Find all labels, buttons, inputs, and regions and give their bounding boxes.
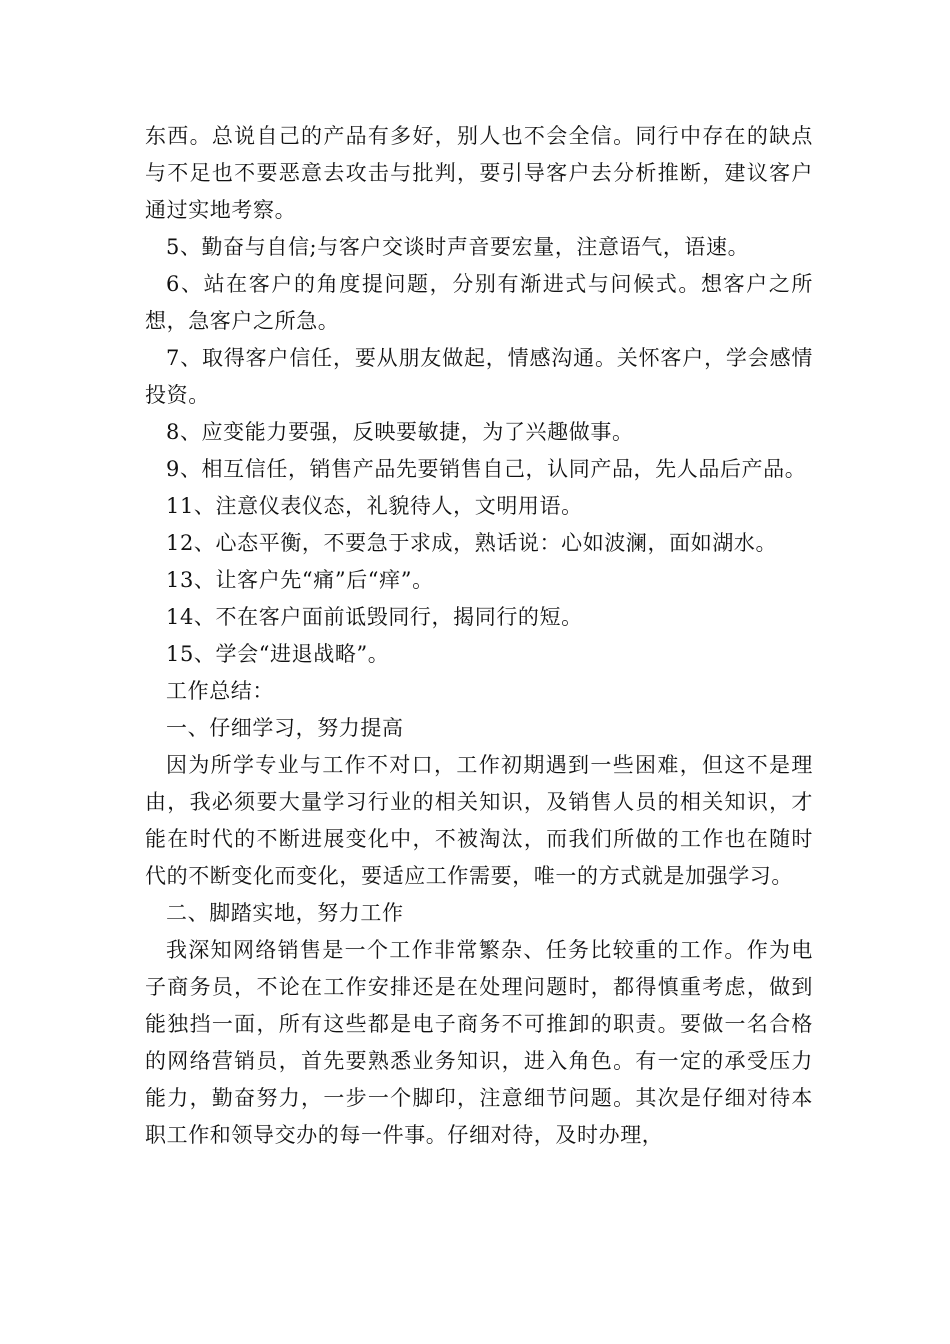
paragraph-study: 因为所学专业与工作不对口，工作初期遇到一些困难，但这不是理由，我必须要大量学习行业的相关知识，及销售人员的相关知识，才能在时代的不断进展变化中，不被淘汰，而我们所做的工作也在随时代的不断变化而变化，要适应工作需要，唯一的方式就是加强学习。 bbox=[145, 753, 813, 888]
list-item-9: 9、相互信任，销售产品先要销售自己，认同产品，先人品后产品。 bbox=[166, 457, 807, 481]
list-item-7: 7、取得客户信任，要从朋友做起，情感沟通。关怀客户，学会感情投资。 bbox=[145, 346, 813, 407]
subheading-study: 一、仔细学习，努力提高 bbox=[166, 716, 404, 740]
list-item-8: 8、应变能力要强，反映要敏捷，为了兴趣做事。 bbox=[166, 420, 634, 444]
list-item-14: 14、不在客户面前诋毁同行，揭同行的短。 bbox=[166, 605, 583, 629]
paragraph-continuation: 东西。总说自己的产品有多好，别人也不会全信。同行中存在的缺点与不足也不要恶意去攻击与批判，要引导客户去分析推断，建议客户通过实地考察。 bbox=[145, 124, 813, 222]
list-item-6: 6、站在客户的角度提问题，分别有渐进式与问候式。想客户之所想，急客户之所急。 bbox=[145, 272, 813, 333]
paragraph-work: 我深知网络销售是一个工作非常繁杂、任务比较重的工作。作为电子商务员，不论在工作安排还是在处理问题时，都得慎重考虑，做到能独挡一面，所有这些都是电子商务不可推卸的职责。要做一名合格的网络营销员，首先要熟悉业务知识，进入角色。有一定的承受压力能力，勤奋努力，一步一个脚印，注意细节问题。其次是仔细对待本职工作和领导交办的每一件事。仔细对待，及时办理， bbox=[145, 938, 813, 1147]
list-item-11: 11、注意仪表仪态，礼貌待人，文明用语。 bbox=[166, 494, 583, 518]
subheading-work: 二、脚踏实地，努力工作 bbox=[166, 901, 404, 925]
list-item-12: 12、心态平衡，不要急于求成，熟话说：心如波澜，面如湖水。 bbox=[166, 531, 778, 555]
section-heading-summary: 工作总结： bbox=[166, 679, 274, 703]
list-item-13: 13、让客户先“痛”后“痒”。 bbox=[166, 568, 434, 592]
list-item-15: 15、学会“进退战略”。 bbox=[166, 642, 390, 666]
list-item-5: 5、勤奋与自信;与客户交谈时声音要宏量，注意语气，语速。 bbox=[166, 235, 750, 259]
document-body bbox=[145, 118, 813, 1154]
